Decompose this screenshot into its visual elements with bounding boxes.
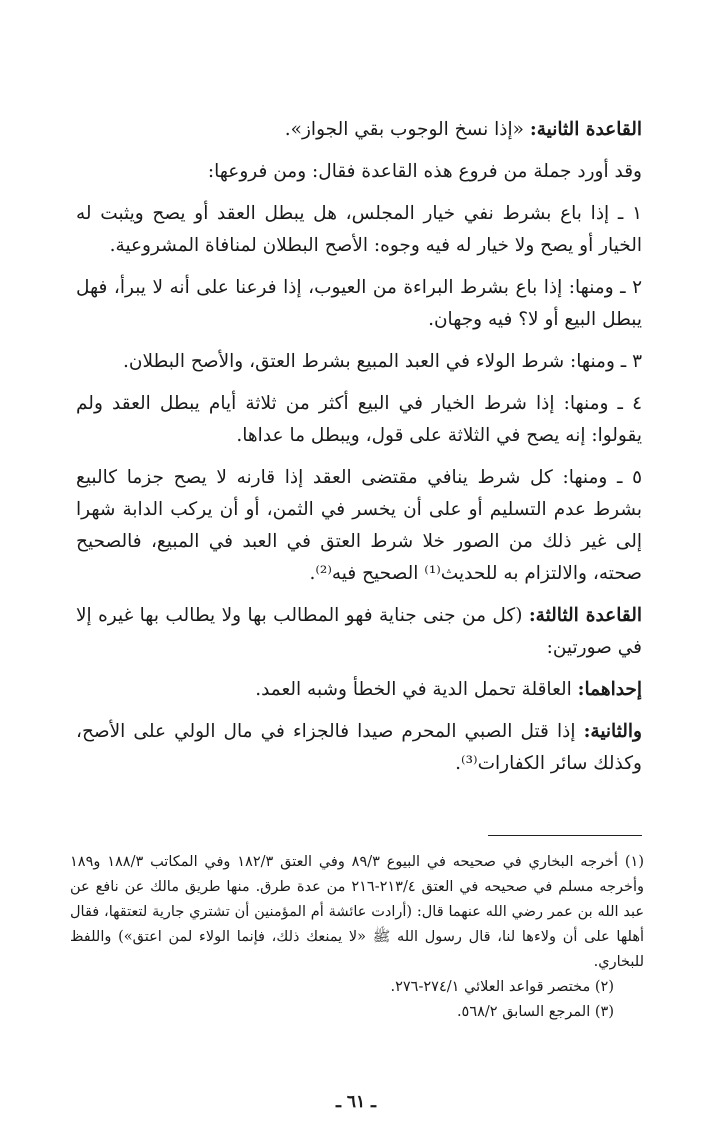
footnote-separator (488, 835, 642, 836)
footnote: (١) أخرجه البخاري في صحيحه في البيوع ٨٩/٣ وفي العتق ١٨٢/٣ وفي المكاتب ١٨٨/٣ و١٨٩ وأخرجه مسلم في صحيحه في العتق ٢١٣/٤-٢١٦ من عدة طرق. منها طريق مالك عن نافع عن عبد الله بن عمر رضي الله عنهما قال: (أرادت عائشة أم المؤمنين أن تشتري جارية لتعتقها، فقال أهلها على أن ولاءها لنا، قال رسول الله ﷺ «لا يمنعك ذلك، فإنما الولاء لمن اعتق») واللفظ للبخاري. (70, 854, 644, 970)
paragraph (76, 346, 642, 378)
paragraph-text: وقد أورد جملة من فروع هذه القاعدة فقال: ومن فروعها: (207, 161, 642, 182)
paragraph-text: ٤ ـ ومنها: إذا شرط الخيار في البيع أكثر من ثلاثة أيام يبطل العقد ولم يقولوا: إنه يصح في الثلاثة على قول، ويبطل ما عداها. (76, 393, 642, 446)
paragraph (76, 674, 642, 706)
paragraph (76, 198, 642, 262)
case-label: والثانية: (583, 721, 642, 742)
main-text (76, 114, 642, 790)
paragraph (76, 388, 642, 452)
footnote: (٣) المرجع السابق ٥٦٨/٢. (456, 1004, 614, 1020)
paragraph (76, 462, 642, 590)
case-label: إحداهما: (577, 679, 642, 700)
paragraph (76, 600, 642, 664)
rule-label: القاعدة الثالثة: (528, 605, 642, 626)
rule-label: القاعدة الثانية: (529, 119, 642, 140)
footnote: (٢) مختصر قواعد العلائي ٢٧٤/١-٢٧٦. (390, 979, 614, 995)
paragraph-text: إذا قتل الصبي المحرم صيدا فالجزاء في مال الولي على الأصح، وكذلك سائر الكفارات⁽³⁾. (76, 721, 642, 774)
footnotes (70, 850, 644, 1025)
paragraph (76, 114, 642, 146)
page-number: ـ ٦١ ـ (335, 1092, 377, 1112)
paragraph (76, 272, 642, 336)
paragraph-text: العاقلة تحمل الدية في الخطأ وشبه العمد. (255, 679, 578, 700)
paragraph-text: (كل من جنى جناية فهو المطالب بها ولا يطالب بها غيره إلا في صورتين: (76, 605, 642, 658)
paragraph-text: ٢ ـ ومنها: إذا باع بشرط البراءة من العيوب، إذا فرعنا على أنه لا يبرأ، فهل يبطل البيع أو لا؟ فيه وجهان. (76, 277, 642, 330)
paragraph-text: ٥ ـ ومنها: كل شرط ينافي مقتضى العقد إذا قارنه لا يصح جزما كالبيع بشرط عدم التسليم أو على أن يخسر في الثمن، أو أن يركب الدابة شهرا إلى غير ذلك من الصور خلا شرط العتق في العبد في المبيع، فالصحيح صحته، والالتزام به للحديث⁽¹⁾ الصحيح فيه⁽²⁾. (76, 467, 642, 584)
paragraph (76, 156, 642, 188)
paragraph (76, 716, 642, 780)
paragraph-text: ١ ـ إذا باع بشرط نفي خيار المجلس، هل يبطل العقد أو يصح ويثبت له الخيار أو يصح ولا خيار له فيه وجوه: الأصح البطلان لمنافاة المشروعية. (76, 203, 642, 256)
paragraph-text: ٣ ـ ومنها: شرط الولاء في العبد المبيع بشرط العتق، والأصح البطلان. (123, 351, 642, 372)
paragraph-text: «إذا نسخ الوجوب بقي الجواز». (284, 119, 530, 140)
